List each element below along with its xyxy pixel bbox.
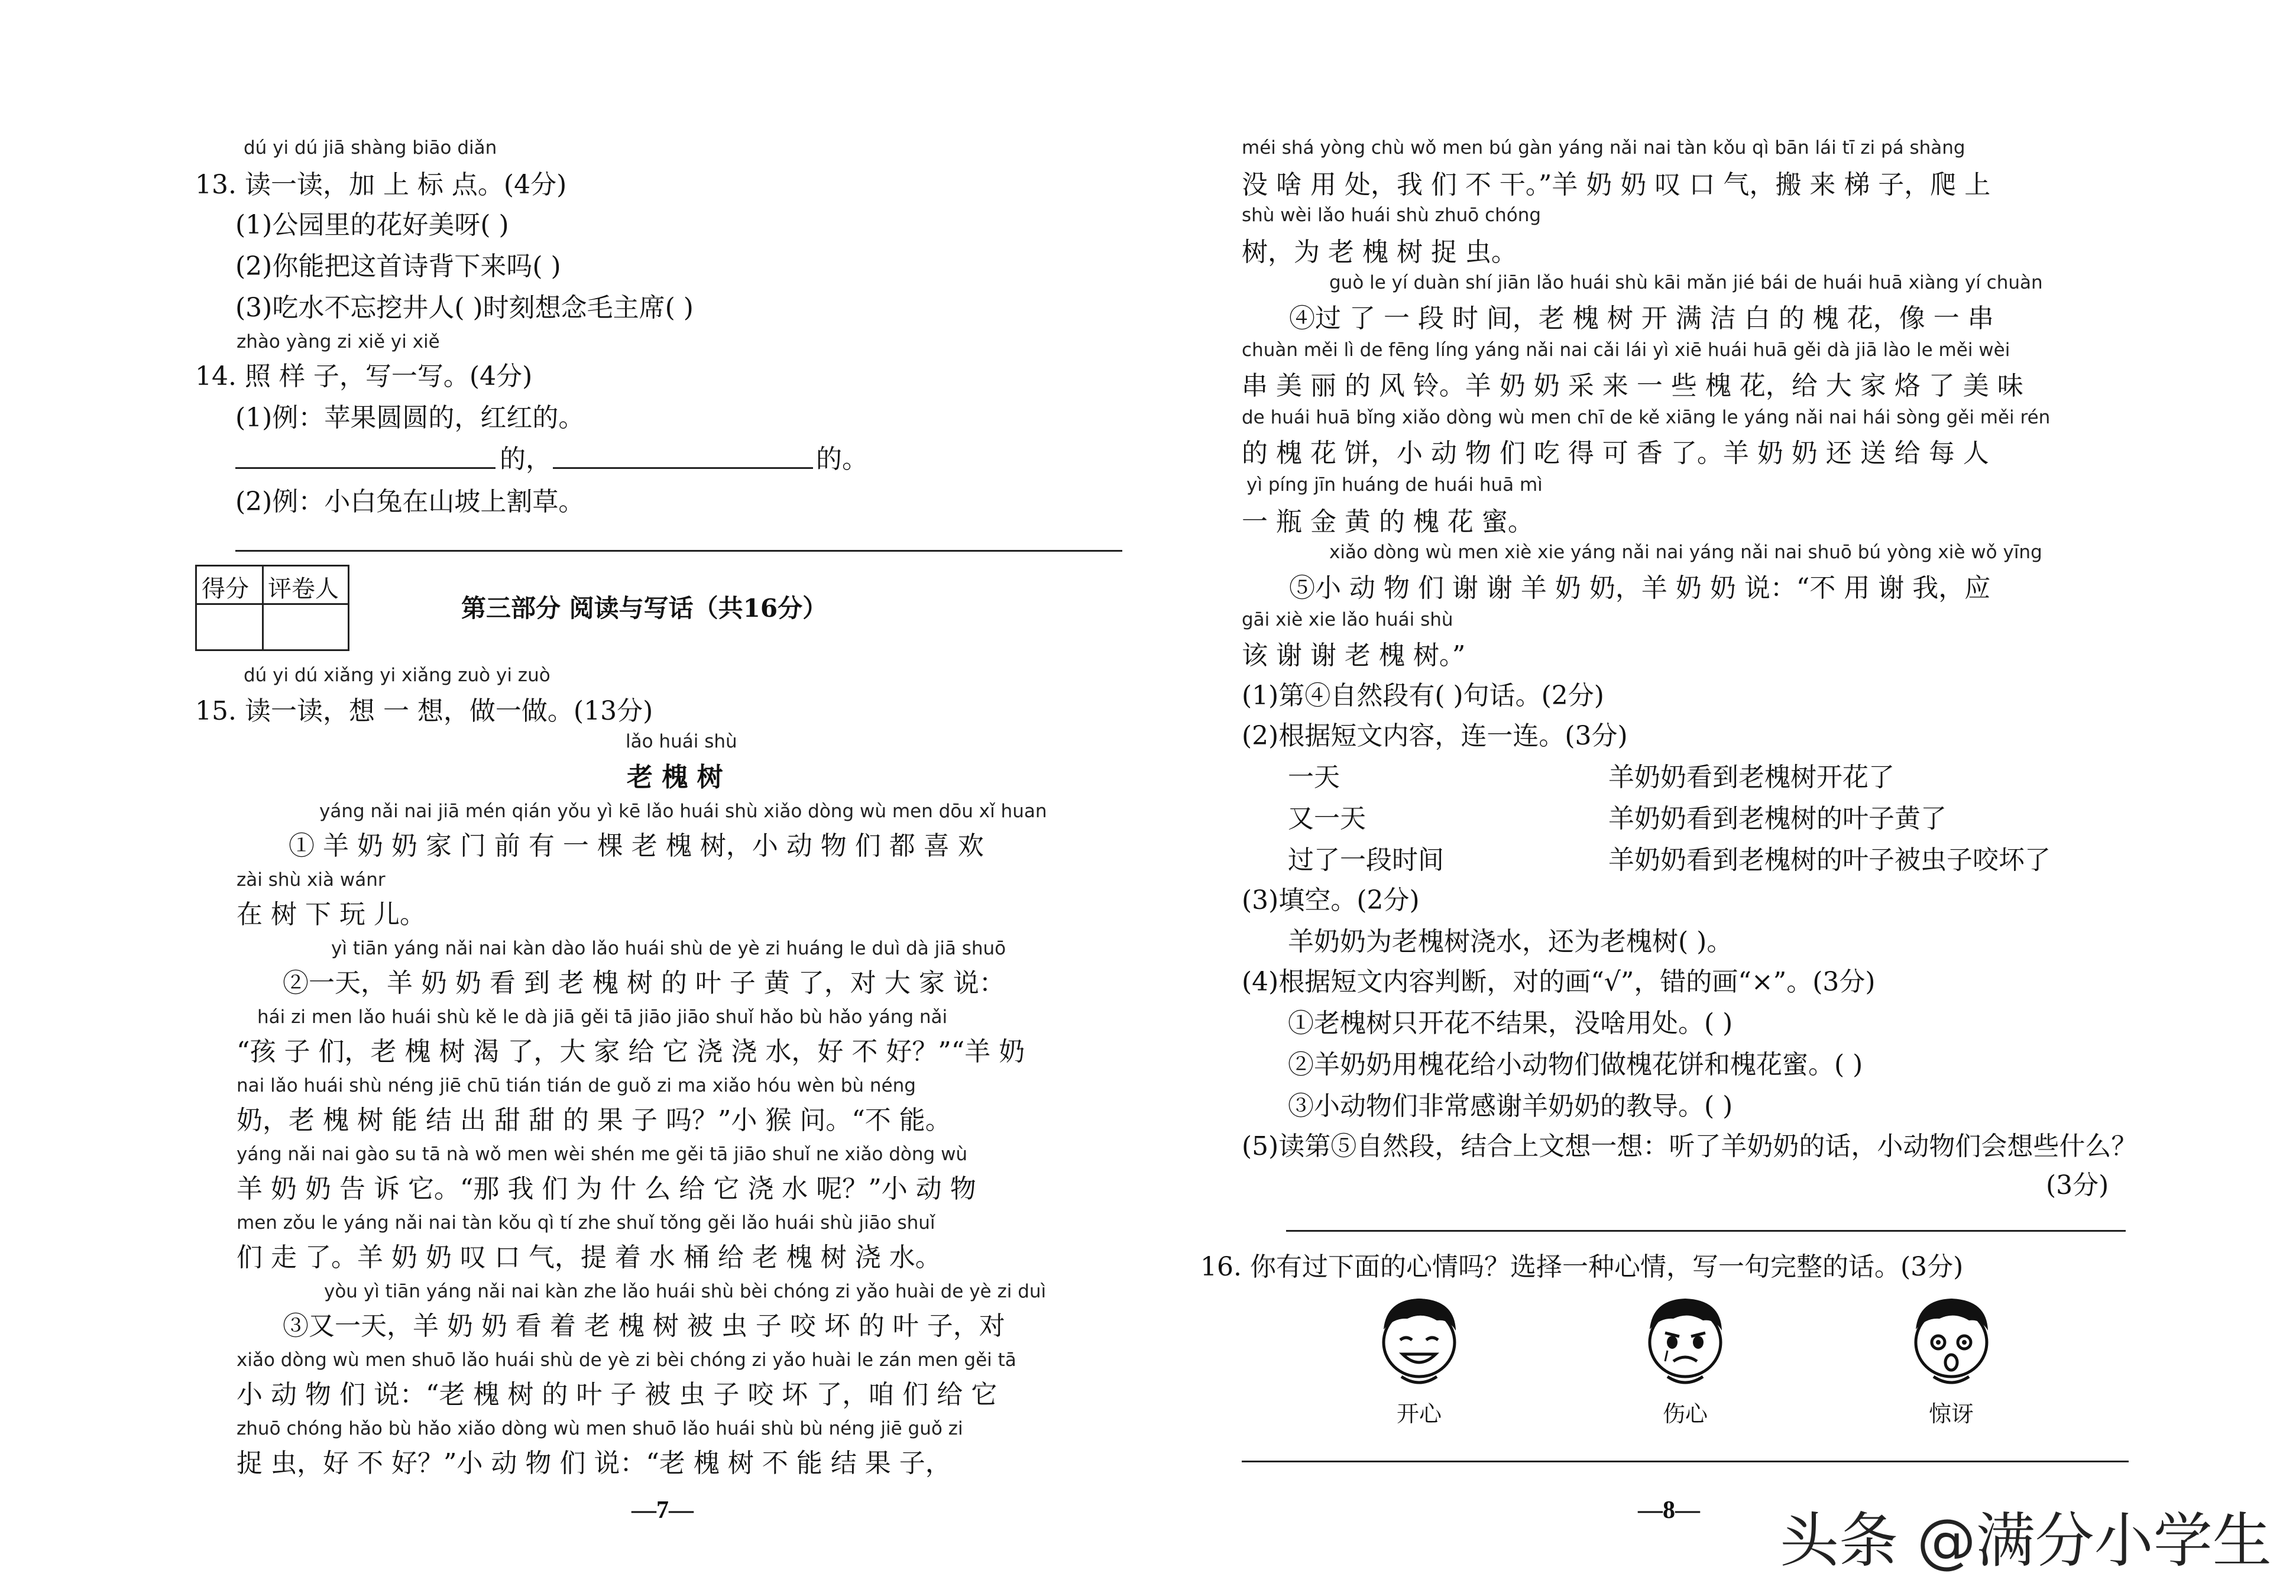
- match-left-3[interactable]: 过了一段时间: [1288, 845, 1444, 875]
- watermark: 头条 @满分小学生: [1780, 1506, 2272, 1575]
- match-left-2[interactable]: 又一天: [1288, 804, 1366, 834]
- right-story-pinyin-2: shù wèi lǎo huái shù zhuō chóng: [1242, 205, 1542, 226]
- story-line-8: ③又一天，羊 奶 奶 看 着 老 槐 树 被 虫 子 咬 坏 的 叶 子，对: [283, 1311, 1005, 1341]
- right-story-line-8: 该 谢 谢 老 槐 树。”: [1242, 640, 1466, 671]
- q14-answer-line-2[interactable]: [235, 550, 1122, 552]
- story-pinyin-4: hái zi men lǎo huái shù kě le dà jiā gěi tā jiāo jiāo shuǐ hǎo bù hǎo yáng nǎi: [257, 1006, 948, 1028]
- story-line-3: ②一天，羊 奶 奶 看 到 老 槐 树 的 叶 子 黄 了，对 大 家 说：: [283, 968, 1005, 998]
- story-pinyin-3: yì tiān yáng nǎi nai kàn dào lǎo huái shù de yè zi huáng le duì dà jiā shuō: [331, 938, 1006, 959]
- story-title: 老 槐 树: [627, 762, 723, 792]
- q13-item-1: (1)公园里的花好美呀( ): [235, 210, 509, 240]
- right-story-pinyin-3: guò le yí duàn shí jiān lǎo huái shù kāi mǎn jié bái de huái huā xiàng yí chuàn: [1329, 272, 2043, 293]
- q14-title: 14. 照 样 子，写一写。(4分): [195, 361, 533, 391]
- q13-item-2: (2)你能把这首诗背下来吗( ): [235, 251, 561, 281]
- mood-label-sad: 伤心: [1663, 1401, 1708, 1427]
- right-story-line-6: 一 瓶 金 黄 的 槐 花 蜜。: [1242, 507, 1534, 537]
- story-line-4: “孩 子 们，老 槐 树 渴 了，大 家 给 它 浇 浇 水，好 不 好？”“羊 奶: [237, 1037, 1025, 1067]
- right-story-line-1: 没 啥 用 处，我 们 不 干。”羊 奶 奶 叹 口 气，搬 来 梯 子，爬 上: [1242, 170, 1991, 200]
- right-story-line-7: ⑤小 动 物 们 谢 谢 羊 奶 奶，羊 奶 奶 说：“不 用 谢 我，应: [1289, 573, 1991, 603]
- surprised-face-icon: [1898, 1288, 2004, 1394]
- sub-question-2: (2)根据短文内容，连一连。(3分): [1242, 721, 1628, 751]
- right-story-pinyin-5: de huái huā bǐng xiǎo dòng wù men chī de kě xiāng le yáng nǎi nai hái sòng gěi měi rén: [1242, 407, 2051, 428]
- mood-label-surprised: 惊讶: [1929, 1401, 1974, 1427]
- story-line-10: 捉 虫，好 不 好？”小 动 物 们 说：“老 槐 树 不 能 结 果 子，: [237, 1448, 951, 1478]
- sub-question-4: (4)根据短文内容判断，对的画“√”，错的画“×”。(3分): [1242, 967, 1876, 997]
- right-story-line-4: 串 美 丽 的 风 铃。羊 奶 奶 采 来 一 些 槐 花，给 大 家 烙 了 美 味: [1242, 371, 2023, 401]
- part3-title: 第三部分 阅读与写话（共16分）: [461, 594, 828, 623]
- q14-pinyin: zhào yàng zi xiě yi xiě: [237, 331, 440, 352]
- q16-title: 16. 你有过下面的心情吗？选择一种心情，写一句完整的话。(3分): [1200, 1252, 1964, 1282]
- story-pinyin-1: yáng nǎi nai jiā mén qián yǒu yì kē lǎo huái shù xiǎo dòng wù men dōu xǐ huan: [319, 801, 1047, 822]
- story-pinyin-5: nai lǎo huái shù néng jiē chū tián tián de guǒ zi ma xiǎo hóu wèn bù néng: [237, 1075, 916, 1096]
- right-story-pinyin-1: méi shá yòng chù wǒ men bú gàn yáng nǎi nai tàn kǒu qì bān lái tī zi pá shàng: [1242, 137, 1965, 158]
- right-story-line-3: ④过 了 一 段 时 间，老 槐 树 开 满 洁 白 的 槐 花，像 一 串: [1289, 303, 1994, 334]
- right-story-line-5: 的 槐 花 饼，小 动 物 们 吃 得 可 香 了。羊 奶 奶 还 送 给 每 人: [1242, 438, 1989, 468]
- match-right-3[interactable]: 羊奶奶看到老槐树的叶子被虫子咬坏了: [1608, 845, 2051, 875]
- story-line-6: 羊 奶 奶 告 诉 它。“那 我 们 为 什 么 给 它 浇 水 呢？”小 动 物: [237, 1174, 976, 1204]
- story-pinyin-9: xiǎo dòng wù men shuō lǎo huái shù de yè zi bèi chóng zi yǎo huài le zán men gěi tā: [237, 1349, 1016, 1371]
- sub-question-1: (1)第④自然段有( )句话。(2分): [1242, 681, 1604, 711]
- right-story-pinyin-4: chuàn měi lì de fēng líng yáng nǎi nai cǎi lái yì xiē huái huā gěi dà jiā lào le měi wèi: [1242, 339, 2010, 361]
- q13-title: 13. 读一读，加 上 标 点。(4分): [195, 170, 567, 200]
- sub-question-5-answer-line[interactable]: [1286, 1230, 2126, 1232]
- sub-question-5-score: (3分): [2046, 1170, 2109, 1200]
- q14-example-2: (2)例：小白兔在山坡上割草。: [235, 487, 585, 517]
- story-pinyin-2: zài shù xià wánr: [237, 869, 386, 891]
- score-box: [195, 565, 349, 651]
- match-right-1[interactable]: 羊奶奶看到老槐树开花了: [1608, 762, 1895, 792]
- story-line-9: 小 动 物 们 说：“老 槐 树 的 叶 子 被 虫 子 咬 坏 了，咱 们 给 它: [237, 1380, 998, 1410]
- score-label: 得分: [202, 575, 249, 603]
- right-story-line-2: 树，为 老 槐 树 捉 虫。: [1242, 237, 1517, 267]
- match-right-2[interactable]: 羊奶奶看到老槐树的叶子黄了: [1608, 804, 1947, 834]
- q14-blank-mid: 的，: [500, 444, 552, 474]
- judge-item-2[interactable]: ②羊奶奶用槐花给小动物们做槐花饼和槐花蜜。( ): [1288, 1050, 1863, 1080]
- story-pinyin-8: yòu yì tiān yáng nǎi nai kàn zhe lǎo huái shù bèi chóng zi yǎo huài de yè zi duì: [324, 1281, 1047, 1302]
- judge-item-3[interactable]: ③小动物们非常感谢羊奶奶的教导。( ): [1288, 1091, 1733, 1121]
- story-line-7: 们 走 了。羊 奶 奶 叹 口 气，提 着 水 桶 给 老 槐 树 浇 水。: [237, 1242, 941, 1273]
- sad-face-icon: [1632, 1288, 1738, 1394]
- mood-label-happy: 开心: [1397, 1401, 1442, 1427]
- story-line-1: ① 羊 奶 奶 家 门 前 有 一 棵 老 槐 树，小 动 物 们 都 喜 欢: [289, 831, 984, 861]
- right-story-pinyin-6: yì píng jīn huáng de huái huā mì: [1246, 474, 1543, 496]
- q14-answer-blank-2[interactable]: [553, 467, 813, 469]
- q14-blank-end: 的。: [816, 444, 868, 474]
- judge-item-1[interactable]: ①老槐树只开花不结果，没啥用处。( ): [1288, 1008, 1733, 1038]
- story-pinyin-6: yáng nǎi nai gào su tā nà wǒ men wèi shén me gěi tā jiāo shuǐ ne xiǎo dòng wù: [237, 1144, 968, 1165]
- story-pinyin-10: zhuō chóng hǎo bù hǎo xiǎo dòng wù men shuō lǎo huái shù bù néng jiē guǒ zi: [237, 1418, 963, 1439]
- q13-pinyin: dú yi dú jiā shàng biāo diǎn: [244, 137, 497, 158]
- story-title-pinyin: lǎo huái shù: [626, 731, 737, 752]
- q15-pinyin: dú yi dú xiǎng yi xiǎng zuò yi zuò: [244, 665, 550, 686]
- match-left-1[interactable]: 一天: [1288, 762, 1340, 792]
- story-line-2: 在 树 下 玩 儿。: [237, 899, 426, 930]
- page-number-right: —8—: [1638, 1497, 1700, 1524]
- right-story-pinyin-8: gāi xiè xie lǎo huái shù: [1242, 609, 1453, 630]
- sub-question-5: (5)读第⑤自然段，结合上文想一想：听了羊奶奶的话，小动物们会想些什么？: [1242, 1131, 2138, 1161]
- story-pinyin-7: men zǒu le yáng nǎi nai tàn kǒu qì tí zhe shuǐ tǒng gěi lǎo huái shù jiāo shuǐ: [237, 1212, 935, 1234]
- happy-face-icon: [1366, 1288, 1472, 1394]
- page-number-left: —7—: [632, 1497, 694, 1524]
- sub-question-3-fill[interactable]: 羊奶奶为老槐树浇水，还为老槐树( )。: [1288, 927, 1733, 957]
- story-line-5: 奶，老 槐 树 能 结 出 甜 甜 的 果 子 吗？”小 猴 问。“不 能。: [237, 1105, 951, 1135]
- grader-label: 评卷人: [268, 575, 339, 603]
- right-story-pinyin-7: xiǎo dòng wù men xiè xie yáng nǎi nai yáng nǎi nai shuō bú yòng xiè wǒ yīng: [1329, 542, 2042, 563]
- q16-answer-line[interactable]: [1242, 1461, 2129, 1462]
- sub-question-3: (3)填空。(2分): [1242, 885, 1420, 915]
- q13-item-3: (3)吃水不忘挖井人( )时刻想念毛主席( ): [235, 293, 694, 323]
- q15-title: 15. 读一读，想 一 想，做一做。(13分): [195, 696, 653, 726]
- q14-answer-blank-1[interactable]: [235, 467, 496, 469]
- q14-example-1: (1)例：苹果圆圆的，红红的。: [235, 403, 585, 433]
